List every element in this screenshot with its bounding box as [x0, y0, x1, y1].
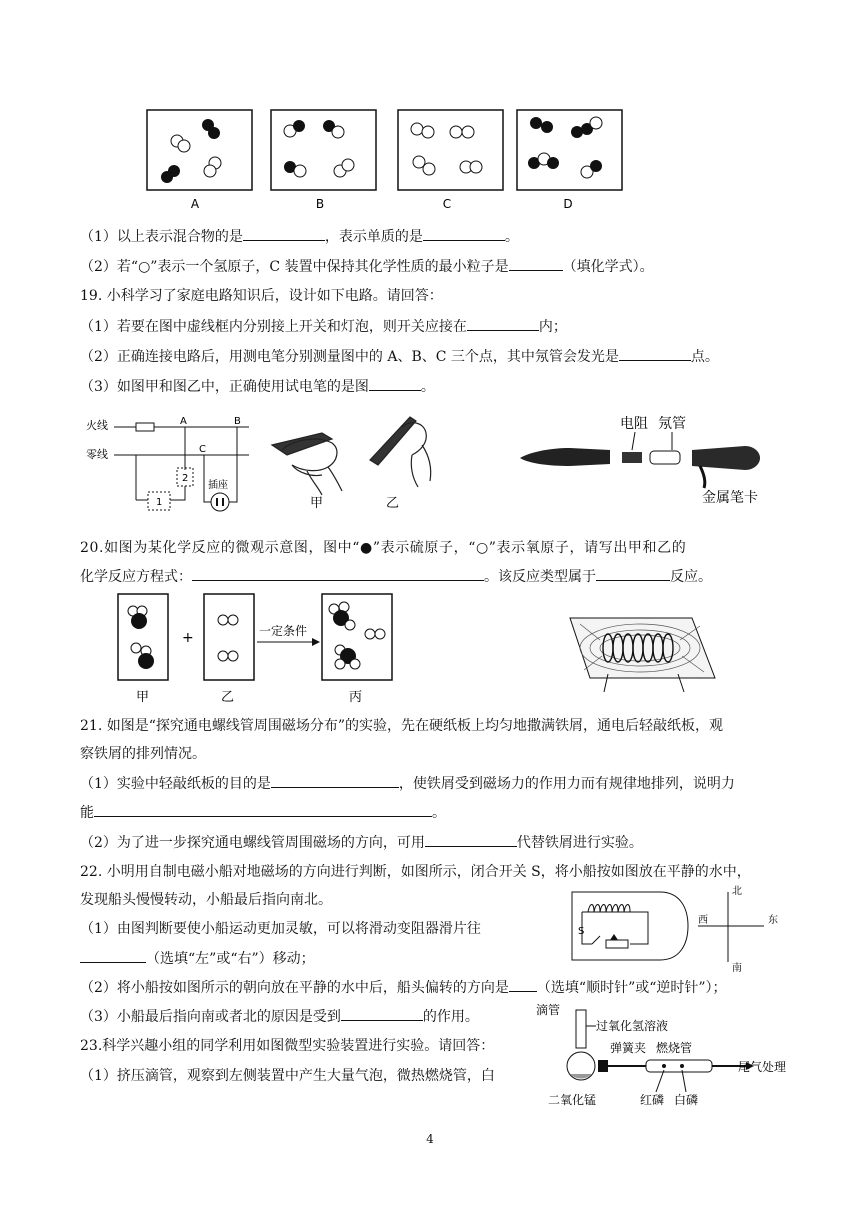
solenoid-iron-filings-figure [560, 604, 720, 694]
hand-yi [370, 417, 431, 487]
exhaust-label: 尾气处理 [738, 1060, 787, 1074]
q19-p1-text: （1）若要在图中虚线框内分别接上开关和灯泡，则开关应接在 [80, 319, 467, 335]
q22-p3-end: 的作用。 [422, 1009, 479, 1025]
plus-sign: + [182, 630, 194, 646]
q19-p2-text: （2）正确连接电路后，用测电笔分别测量图中的 A、B、C 三个点，其中氖管会发光是 [80, 349, 619, 365]
q19-p2-end: 点。 [690, 349, 719, 365]
answer-blank[interactable] [192, 566, 484, 581]
q19-p3-end: 。 [420, 379, 435, 395]
q20-line2-mid: 。该反应类型属于 [484, 569, 596, 585]
figure-yi-label: 乙 [386, 496, 400, 510]
q18-p2-end: （填化学式）。 [562, 259, 654, 275]
socket-label: 插座 [208, 480, 228, 491]
answer-blank[interactable] [271, 773, 399, 788]
compass-east: 东 [768, 915, 778, 926]
q19-p3-text: （3）如图甲和图乙中，正确使用试电笔的是图 [80, 379, 369, 395]
q20-line2 [80, 566, 712, 587]
q21-p1b-text: 能 [80, 805, 94, 821]
q21-p2-text: （2）为了进一步探究通电螺线管周围磁场的方向，可用 [80, 835, 425, 851]
q19-stem: 19. 小科学习了家庭电路知识后，设计如下电路。请回答： [80, 288, 443, 304]
answer-blank[interactable] [467, 316, 539, 331]
box-b [271, 110, 376, 190]
point-c-label: C [199, 444, 206, 455]
dashed-box-2-label: 2 [182, 473, 189, 484]
q18-line2 [80, 256, 654, 277]
micro-experiment-apparatus [536, 1000, 796, 1112]
q19-p1-end: 内； [538, 319, 567, 335]
answer-blank[interactable] [509, 256, 563, 271]
q19-line2 [80, 346, 719, 367]
q21-p1-text: （1）实验中轻敲纸板的目的是 [80, 776, 271, 792]
household-circuit-diagram [84, 410, 254, 520]
test-pen-parts-figure [520, 408, 780, 508]
q21-p1-end: ，使铁屑受到磁场力的作用力而有规律地排列，说明力 [398, 776, 735, 792]
q22-stem1: 22. 小明用自制电磁小船对地磁场的方向进行判断，如图所示，闭合开关 S，将小船按如图放在平静的水中， [80, 864, 751, 880]
q22-stem2: 发现船头慢慢转动，小船最后指向南北。 [80, 892, 332, 908]
box-label-d: D [563, 197, 573, 211]
box-label-b: B [315, 197, 325, 211]
q22-line3 [80, 1006, 479, 1027]
q21-line1 [80, 773, 735, 794]
q22-line2 [80, 977, 727, 998]
q22-line1b [80, 948, 315, 969]
box-label-c: C [442, 197, 452, 211]
resistor-label: 电阻 [620, 416, 648, 432]
q18-p1-end: 。 [504, 229, 519, 245]
q18-line1 [80, 226, 519, 247]
q19-line3 [80, 376, 435, 397]
electromagnetic-boat-figure [568, 882, 788, 974]
dropper-label: 滴管 [536, 1003, 561, 1017]
point-a-label: A [180, 416, 187, 427]
figure-jia-label: 甲 [310, 496, 324, 510]
answer-blank[interactable] [341, 1006, 423, 1021]
q22-p2-text: （2）将小船按如图所示的朝向放在平静的水中后，船头偏转的方向是 [80, 980, 509, 996]
h2o2-label: 过氧化氢溶液 [596, 1019, 669, 1033]
switch-s-label: S [578, 926, 585, 937]
box-c [398, 110, 503, 190]
white-phosphorus-label: 白磷 [674, 1093, 699, 1107]
label-yi: 乙 [221, 690, 235, 705]
answer-blank[interactable] [80, 948, 146, 963]
dashed-box-1-label: 1 [156, 497, 163, 508]
q21-stem2: 察铁屑的排列情况。 [80, 746, 206, 762]
answer-blank[interactable] [425, 832, 517, 847]
box-d [517, 110, 622, 190]
answer-blank[interactable] [243, 226, 325, 241]
q23-line1: （1）挤压滴管，观察到左侧装置中产生大量气泡，微热燃烧管，白 [80, 1068, 495, 1084]
answer-blank[interactable] [369, 376, 421, 391]
q22-p2-end: （选填“顺时针”或“逆时针”）； [536, 980, 727, 996]
q22-p1b-end: （选填“左”或“右”）移动； [146, 951, 315, 967]
q19-line1 [80, 316, 567, 337]
q21-p2-end: 代替铁屑进行实验。 [516, 835, 643, 851]
answer-blank[interactable] [619, 346, 691, 361]
answer-blank[interactable] [423, 226, 505, 241]
neutral-wire-label: 零线 [86, 448, 108, 461]
q20-stem: 20.如图为某化学反应的微观示意图，图中“●”表示硫原子，“○”表示氧原子，请写出甲和乙的 [80, 540, 687, 556]
compass-south: 南 [732, 963, 742, 974]
q22-line1: （1）由图判断要使小船运动更加灵敏，可以将滑动变阻器滑片往 [80, 921, 481, 937]
red-phosphorus-label: 红磷 [640, 1093, 665, 1107]
q22-p3-text: （3）小船最后指向南或者北的原因是受到 [80, 1009, 341, 1025]
hand-jia [272, 433, 342, 495]
label-bing: 丙 [349, 690, 363, 705]
page-number: 4 [426, 1132, 434, 1146]
q20-line2-text: 化学反应方程式： [80, 569, 192, 585]
answer-blank[interactable] [94, 802, 432, 817]
q21-line2 [80, 832, 643, 853]
neon-tube-label: 氖管 [658, 416, 686, 432]
live-wire-label: 火线 [86, 419, 108, 432]
q23-stem: 23.科学兴趣小组的同学利用如图微型实验装置进行实验。请回答： [80, 1038, 495, 1054]
condition-label: 一定条件 [259, 624, 308, 638]
answer-blank[interactable] [509, 977, 537, 992]
test-pen-hands-figure [262, 405, 452, 510]
q21-line1b [80, 802, 446, 823]
box-a [147, 110, 252, 190]
compass-west: 西 [698, 915, 708, 926]
mno2-label: 二氧化锰 [548, 1093, 597, 1107]
combustion-tube-label: 燃烧管 [656, 1041, 693, 1055]
answer-blank[interactable] [596, 566, 670, 581]
q21-p1b-end: 。 [432, 805, 446, 821]
molecule-boxes-figure [140, 105, 640, 213]
point-b-label: B [234, 416, 241, 427]
q20-line2-end: 反应。 [670, 569, 712, 585]
label-jia: 甲 [136, 690, 150, 705]
q18-p1-mid: ，表示单质的是 [324, 229, 423, 245]
metal-clip-label: 金属笔卡 [702, 490, 758, 506]
q18-p2-text: （2）若“○”表示一个氢原子，C 装置中保持其化学性质的最小粒子是 [80, 259, 509, 275]
spring-clip-label: 弹簧夹 [610, 1041, 647, 1055]
q21-stem1: 21. 如图是“探究通电螺线管周围磁场分布”的实验，先在硬纸板上均匀地撒满铁屑，通电后轻敲纸板，观 [80, 718, 724, 734]
box-yi [204, 594, 254, 680]
q18-p1-text: （1）以上表示混合物的是 [80, 229, 243, 245]
reaction-diagram [112, 590, 422, 706]
compass-north: 北 [732, 886, 742, 897]
box-label-a: A [190, 197, 200, 211]
